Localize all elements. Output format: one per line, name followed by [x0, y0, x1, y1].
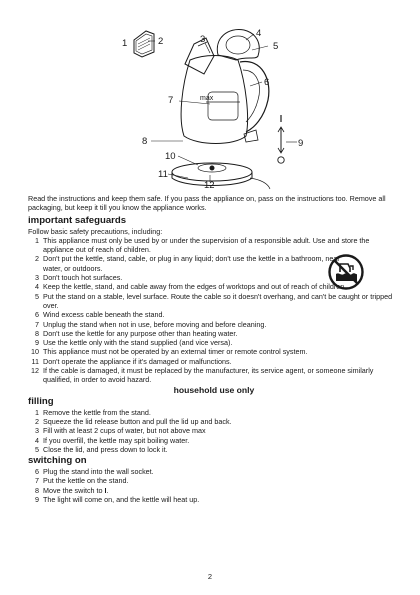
callout-2: 2: [158, 36, 164, 47]
switch-on-symbol: I: [278, 104, 281, 113]
max-mark: max: [200, 95, 214, 102]
callout-12: 12: [204, 180, 215, 191]
callout-3: 3: [200, 34, 206, 45]
list-item: 4 If you overfill, the kettle may spit boiling water.: [35, 435, 190, 445]
list-item: 11 Don't operate the appliance if it's damaged or malfunctions.: [31, 356, 232, 366]
list-item: 9 The light will come on, and the kettle will heat up.: [35, 495, 200, 505]
list-item: 9 Use the kettle only with the stand supplied (and vice versa).: [35, 338, 233, 348]
list-item: 5 Put the stand on a stable, level surface. Route the cable so it doesn't overhang, and can't be caught or tripped over.: [35, 291, 393, 310]
list-item: 12 If the cable is damaged, it must be replaced by the manufacturer, its service agent, or someone similarly qualified, in order to avoid hazard.: [31, 366, 374, 385]
list-item: 2 Don't put the kettle, stand, cable, or plug in any liquid; don't use the kettle in a bathroom, near water, or outdoors.: [35, 254, 340, 273]
list-item: 5 Close the lid, and press down to lock it.: [35, 444, 168, 454]
household-use-heading: household use only: [173, 384, 255, 395]
list-item: 10 This appliance must not be operated by an external timer or remote control system.: [31, 347, 308, 357]
kettle-diagram: [0, 0, 420, 192]
list-item: 2 Squeeze the lid release button and pull the lid up and back.: [35, 416, 232, 426]
list-item: 1 This appliance must only be used by or under the supervision of a responsible adult. Use and store the appliance out of reach of children.: [35, 235, 370, 255]
list-item: 1 Remove the kettle from the stand.: [35, 407, 151, 417]
list-item: 7 Unplug the stand when not in use, before moving and before cleaning.: [35, 319, 267, 329]
list-item: 8 Don't use the kettle for any purpose other than heating water.: [35, 328, 238, 338]
switch-step-text: Move the switch to: [43, 485, 103, 495]
callout-7: 7: [168, 95, 174, 106]
list-item: 7 Put the kettle on the stand.: [35, 476, 129, 486]
page-number: 2: [207, 572, 213, 581]
callout-4: 4: [256, 28, 262, 39]
switch-on-glyph: I: [104, 485, 107, 495]
list-item: 8 Move the switch to I.: [35, 485, 109, 495]
list-item: 4 Keep the kettle, stand, and cable away from the edges of worktops and out of reach of children.: [35, 282, 347, 292]
intro-text: Read the instructions and keep them safe. If you pass the appliance on, pass on the instructions too. Remove all packaging, but keep it till you know the appliance works.: [28, 194, 386, 213]
filter-illustration: [134, 31, 154, 57]
callout-11: 11: [158, 169, 168, 180]
safeguards-list: [28, 236, 400, 385]
list-item: 3 Fill with at least 2 cups of water, but not above max: [35, 426, 206, 436]
switching-on-list: [28, 467, 400, 504]
callout-10: 10: [165, 151, 176, 162]
safeguards-lead: Follow basic safety precautions, including:: [28, 226, 163, 236]
list-item: 6 Wind excess cable beneath the stand.: [35, 310, 165, 320]
kettle-illustration: [172, 30, 270, 189]
switching-on-heading: switching on: [28, 455, 87, 467]
list-item: 3 Don't touch hot surfaces.: [35, 273, 123, 283]
instructions-body: [28, 194, 400, 504]
filling-heading: filling: [28, 395, 54, 407]
filling-list: [28, 408, 400, 454]
list-item: 6 Plug the stand into the wall socket.: [35, 467, 154, 477]
callout-1: 1: [122, 38, 128, 49]
safeguards-heading: important safeguards: [28, 214, 127, 226]
callout-9: 9: [298, 138, 304, 149]
switch-direction-indicator: [278, 115, 284, 163]
switch-off-symbol: O: [277, 165, 284, 174]
callout-5: 5: [273, 41, 279, 52]
callout-6: 6: [264, 77, 270, 88]
callout-8: 8: [142, 136, 148, 147]
